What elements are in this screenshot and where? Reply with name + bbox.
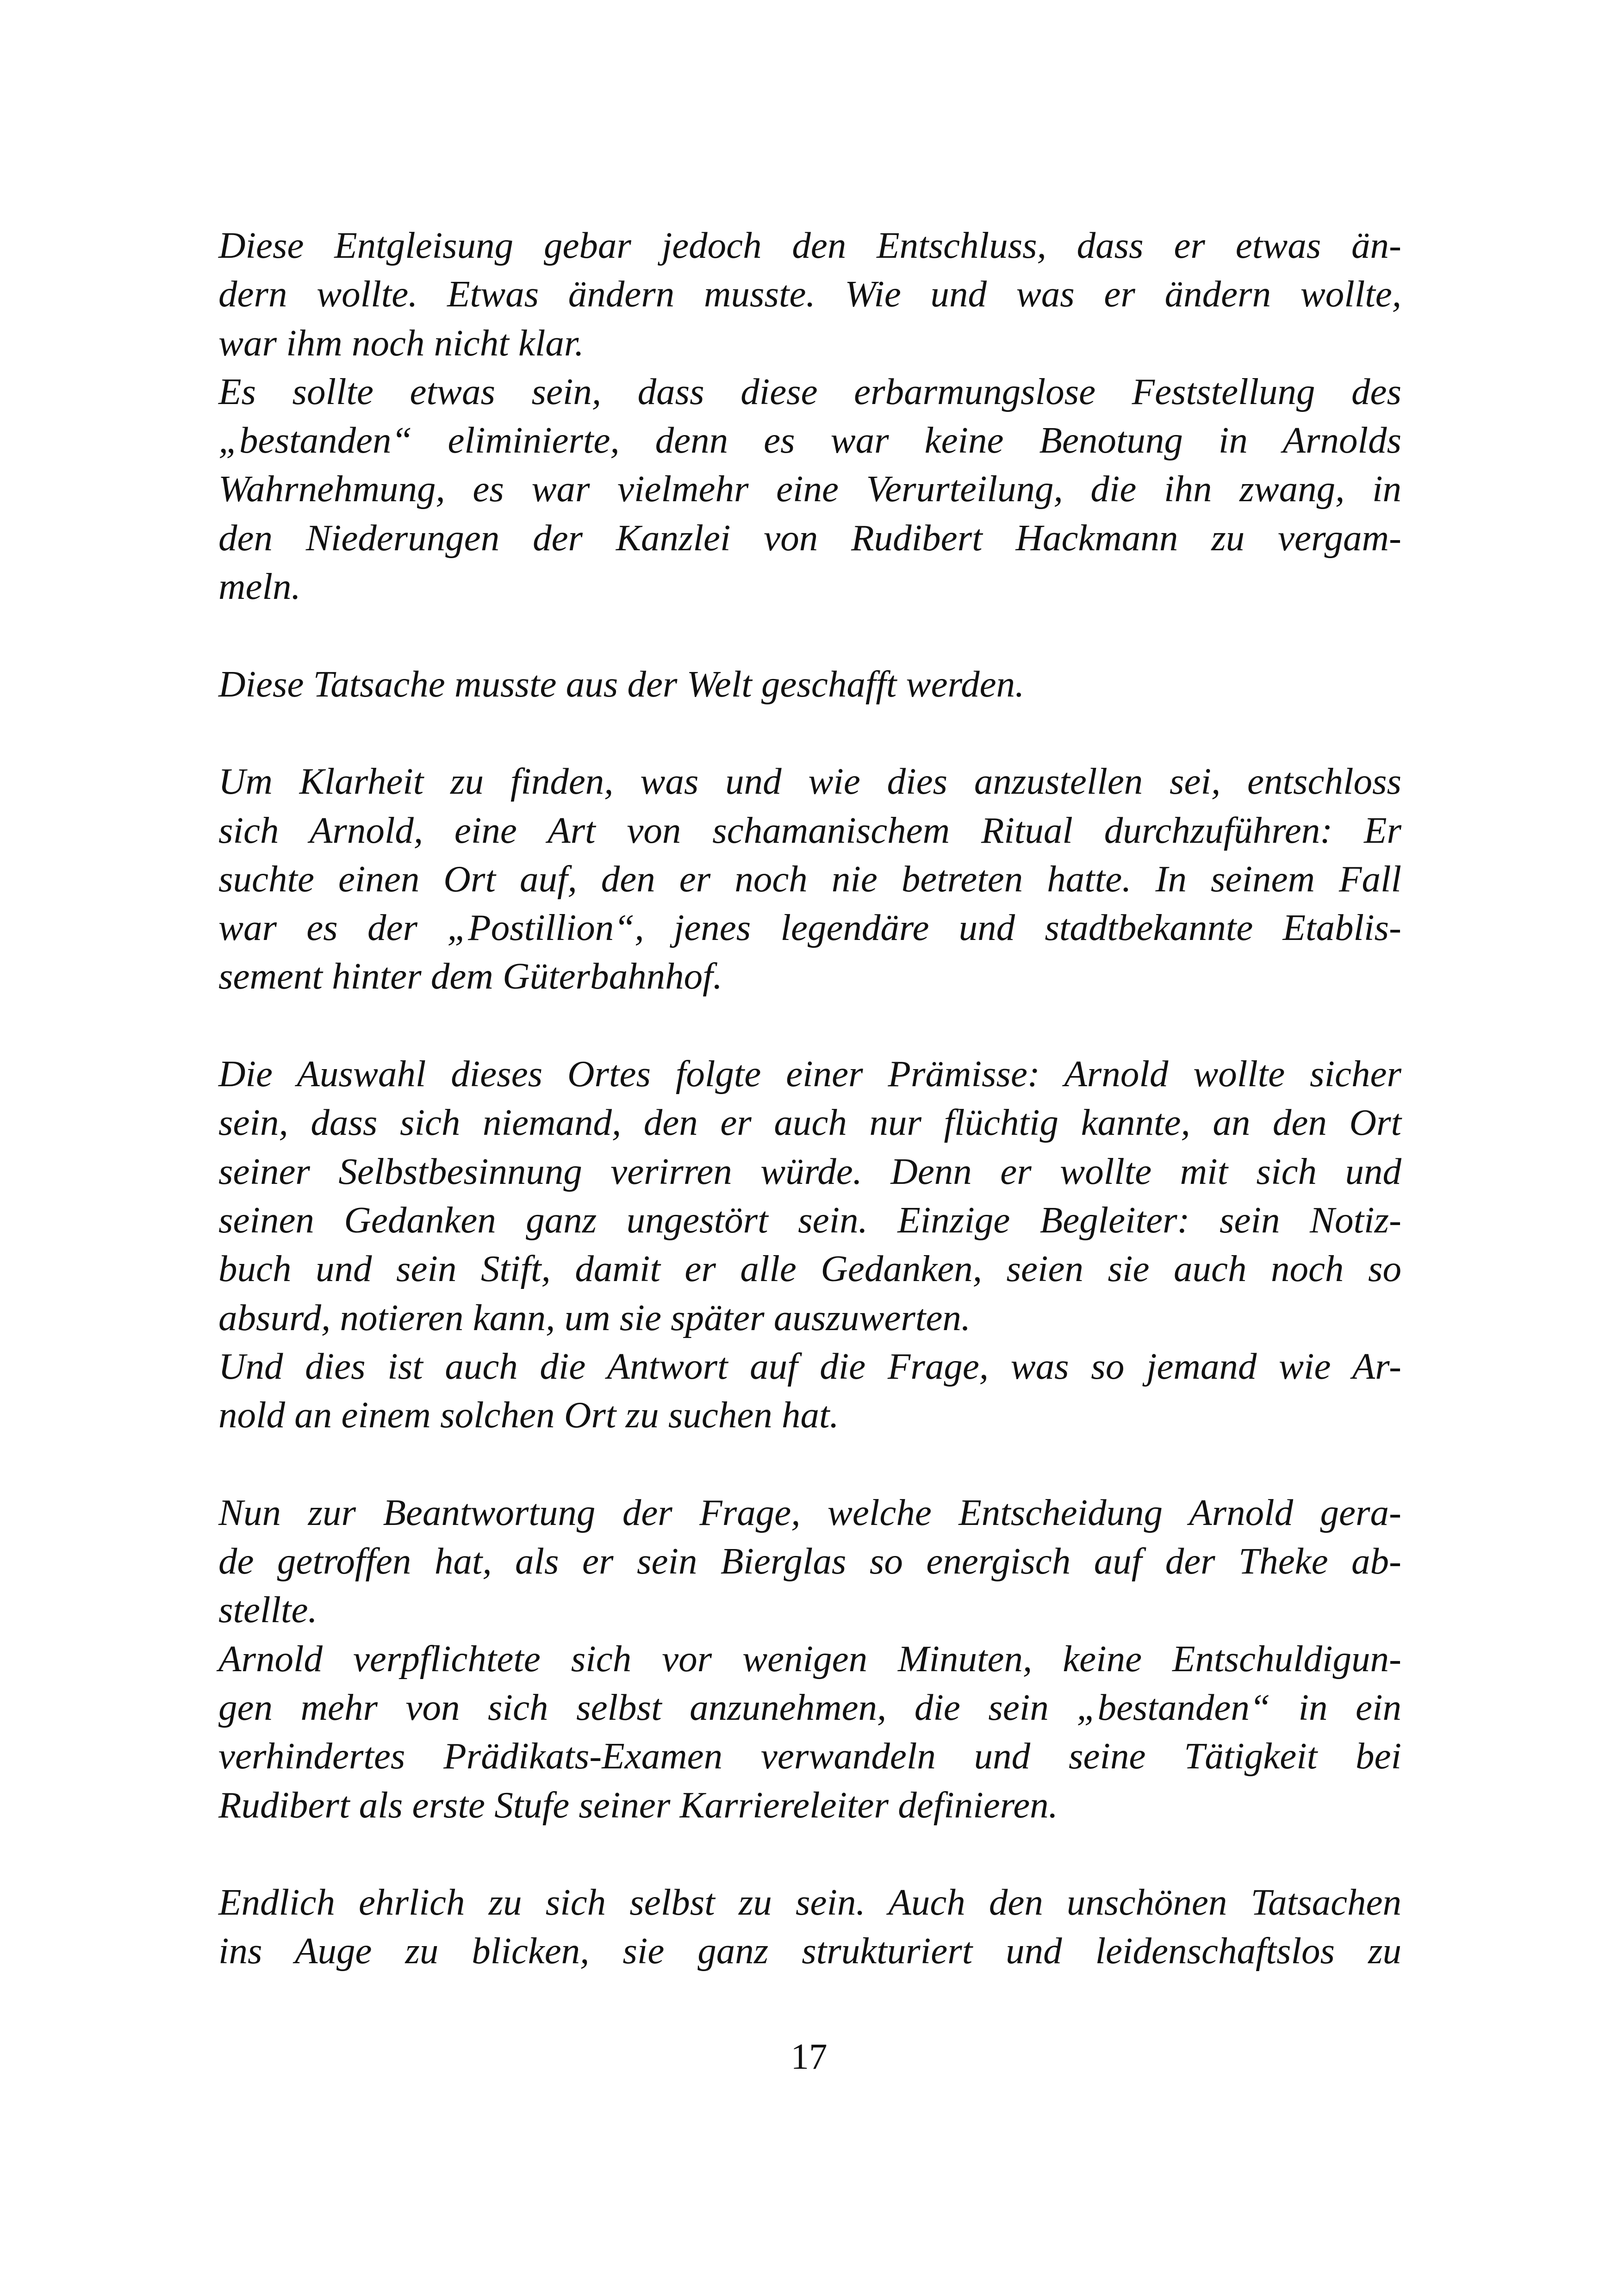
- text-line: Nun zur Beantwortung der Frage, welche Entscheidung Arnold gera-: [218, 1491, 1401, 1533]
- text-line: seinen Gedanken ganz ungestört sein. Einzige Begleiter: sein Notiz-: [218, 1199, 1401, 1241]
- text-line: Wahrnehmung, es war vielmehr eine Verurteilung, die ihn zwang, in: [218, 468, 1401, 510]
- text-line: sein, dass sich niemand, den er auch nur flüchtig kannte, an den Ort: [218, 1101, 1401, 1144]
- text-line: gen mehr von sich selbst anzunehmen, die sein „bestanden“ in ein: [218, 1686, 1401, 1728]
- text-line: Diese Tatsache musste aus der Welt geschafft werden.: [218, 663, 1025, 705]
- text-line: suchte einen Ort auf, den er noch nie betreten hatte. In seinem Fall: [218, 858, 1401, 900]
- paragraph-gap: [218, 709, 1401, 757]
- text-line: absurd, notieren kann, um sie später auszuwerten.: [218, 1296, 971, 1338]
- text-line: war ihm noch nicht klar.: [218, 322, 584, 364]
- text-line: „bestanden“ eliminierte, denn es war keine Benotung in Arnolds: [218, 419, 1401, 461]
- text-line: sement hinter dem Güterbahnhof.: [218, 955, 722, 997]
- body-text: [218, 221, 1401, 1976]
- text-line: dern wollte. Etwas ändern musste. Wie und was er ändern wollte,: [218, 273, 1401, 315]
- text-line: de getroffen hat, als er sein Bierglas so energisch auf der Theke ab-: [218, 1540, 1401, 1582]
- paragraph-gap: [218, 1001, 1401, 1050]
- text-line: Die Auswahl dieses Ortes folgte einer Prämisse: Arnold wollte sicher: [218, 1053, 1401, 1095]
- text-line: Arnold verpflichtete sich vor wenigen Minuten, keine Entschuldigun-: [218, 1637, 1401, 1680]
- text-line: stellte.: [218, 1589, 317, 1631]
- text-line: buch und sein Stift, damit er alle Gedanken, seien sie auch noch so: [218, 1248, 1401, 1290]
- page-number: 17: [790, 2037, 828, 2077]
- text-line: Diese Entgleisung gebar jedoch den Entschluss, dass er etwas än-: [218, 224, 1401, 266]
- text-line: nold an einem solchen Ort zu suchen hat.: [218, 1394, 839, 1436]
- text-line: Es sollte etwas sein, dass diese erbarmungslose Feststellung des: [218, 370, 1401, 412]
- paragraph-gap: [218, 611, 1401, 660]
- text-line: Endlich ehrlich zu sich selbst zu sein. Auch den unschönen Tatsachen: [218, 1881, 1401, 1923]
- text-line: seiner Selbstbesinnung verirren würde. Denn er wollte mit sich und: [218, 1150, 1401, 1192]
- text-line: meln.: [218, 566, 301, 608]
- paragraph-gap: [218, 1829, 1401, 1878]
- text-line: den Niederungen der Kanzlei von Rudibert Hackmann zu vergam-: [218, 516, 1401, 559]
- text-line: Rudibert als erste Stufe seiner Karriereleiter definieren.: [218, 1784, 1058, 1826]
- text-line: war es der „Postillion“, jenes legendäre und stadtbekannte Etablis-: [218, 907, 1401, 949]
- text-line: verhindertes Prädikats-Examen verwandeln und seine Tätigkeit bei: [218, 1735, 1401, 1777]
- paragraph-gap: [218, 1439, 1401, 1488]
- text-line: sich Arnold, eine Art von schamanischem Ritual durchzuführen: Er: [218, 809, 1401, 851]
- text-line: ins Auge zu blicken, sie ganz strukturiert und leidenschaftslos zu: [218, 1930, 1401, 1972]
- text-line: Um Klarheit zu finden, was und wie dies anzustellen sei, entschloss: [218, 760, 1401, 803]
- text-line: Und dies ist auch die Antwort auf die Frage, was so jemand wie Ar-: [218, 1345, 1401, 1387]
